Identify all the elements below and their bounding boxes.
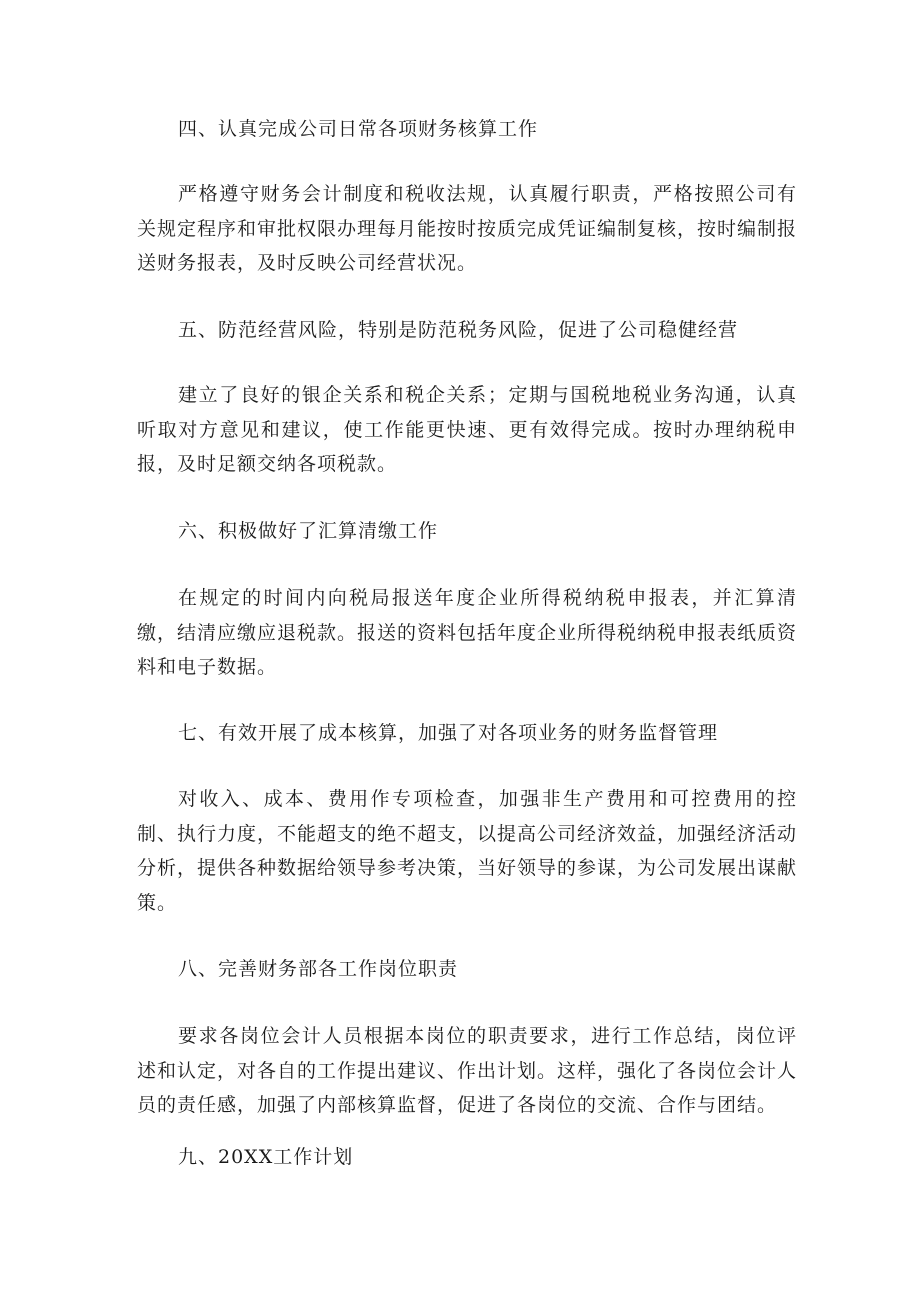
section-heading: 八、完善财务部各工作岗位职责 [178, 958, 459, 980]
section-heading: 五、防范经营风险，特别是防范税务风险，促进了公司稳健经营 [178, 319, 739, 341]
section-paragraph: 严格遵守财务会计制度和税收法规，认真履行职责，严格按照公司有关规定程序和审批权限办理每月能按时按质完成凭证编制复核，按时编制报送财务报表，及时反映公司经营状况。 [137, 183, 798, 274]
section-heading: 六、积极做好了汇算清缴工作 [178, 520, 439, 542]
section-paragraph: 建立了良好的银企关系和税企关系；定期与国税地税业务沟通，认真听取对方意见和建议，使工作能更快速、更有效得完成。按时办理纳税申报，及时足额交纳各项税款。 [137, 384, 797, 475]
section-heading: 九、20XX工作计划 [178, 1146, 354, 1168]
section-paragraph: 在规定的时间内向税局报送年度企业所得税纳税申报表，并汇算清缴，结清应缴应退税款。报送的资料包括年度企业所得税纳税申报表纸质资料和电子数据。 [137, 587, 798, 678]
section-heading: 七、有效开展了成本核算，加强了对各项业务的财务监督管理 [178, 722, 719, 744]
section-paragraph: 对收入、成本、费用作专项检查，加强非生产费用和可控费用的控制、执行力度，不能超支的绝不超支，以提高公司经济效益，加强经济活动分析，提供各种数据给领导参考决策，当好领导的参谋，为公司发展出谋献策。 [137, 788, 798, 914]
section-heading: 四、认真完成公司日常各项财务核算工作 [178, 118, 539, 140]
section-paragraph: 要求各岗位会计人员根据本岗位的职责要求，进行工作总结，岗位评述和认定，对各自的工作提出建议、作出计划。这样，强化了各岗位会计人员的责任感，加强了内部核算监督，促进了各岗位的交流、合作与团结。 [137, 1025, 798, 1116]
